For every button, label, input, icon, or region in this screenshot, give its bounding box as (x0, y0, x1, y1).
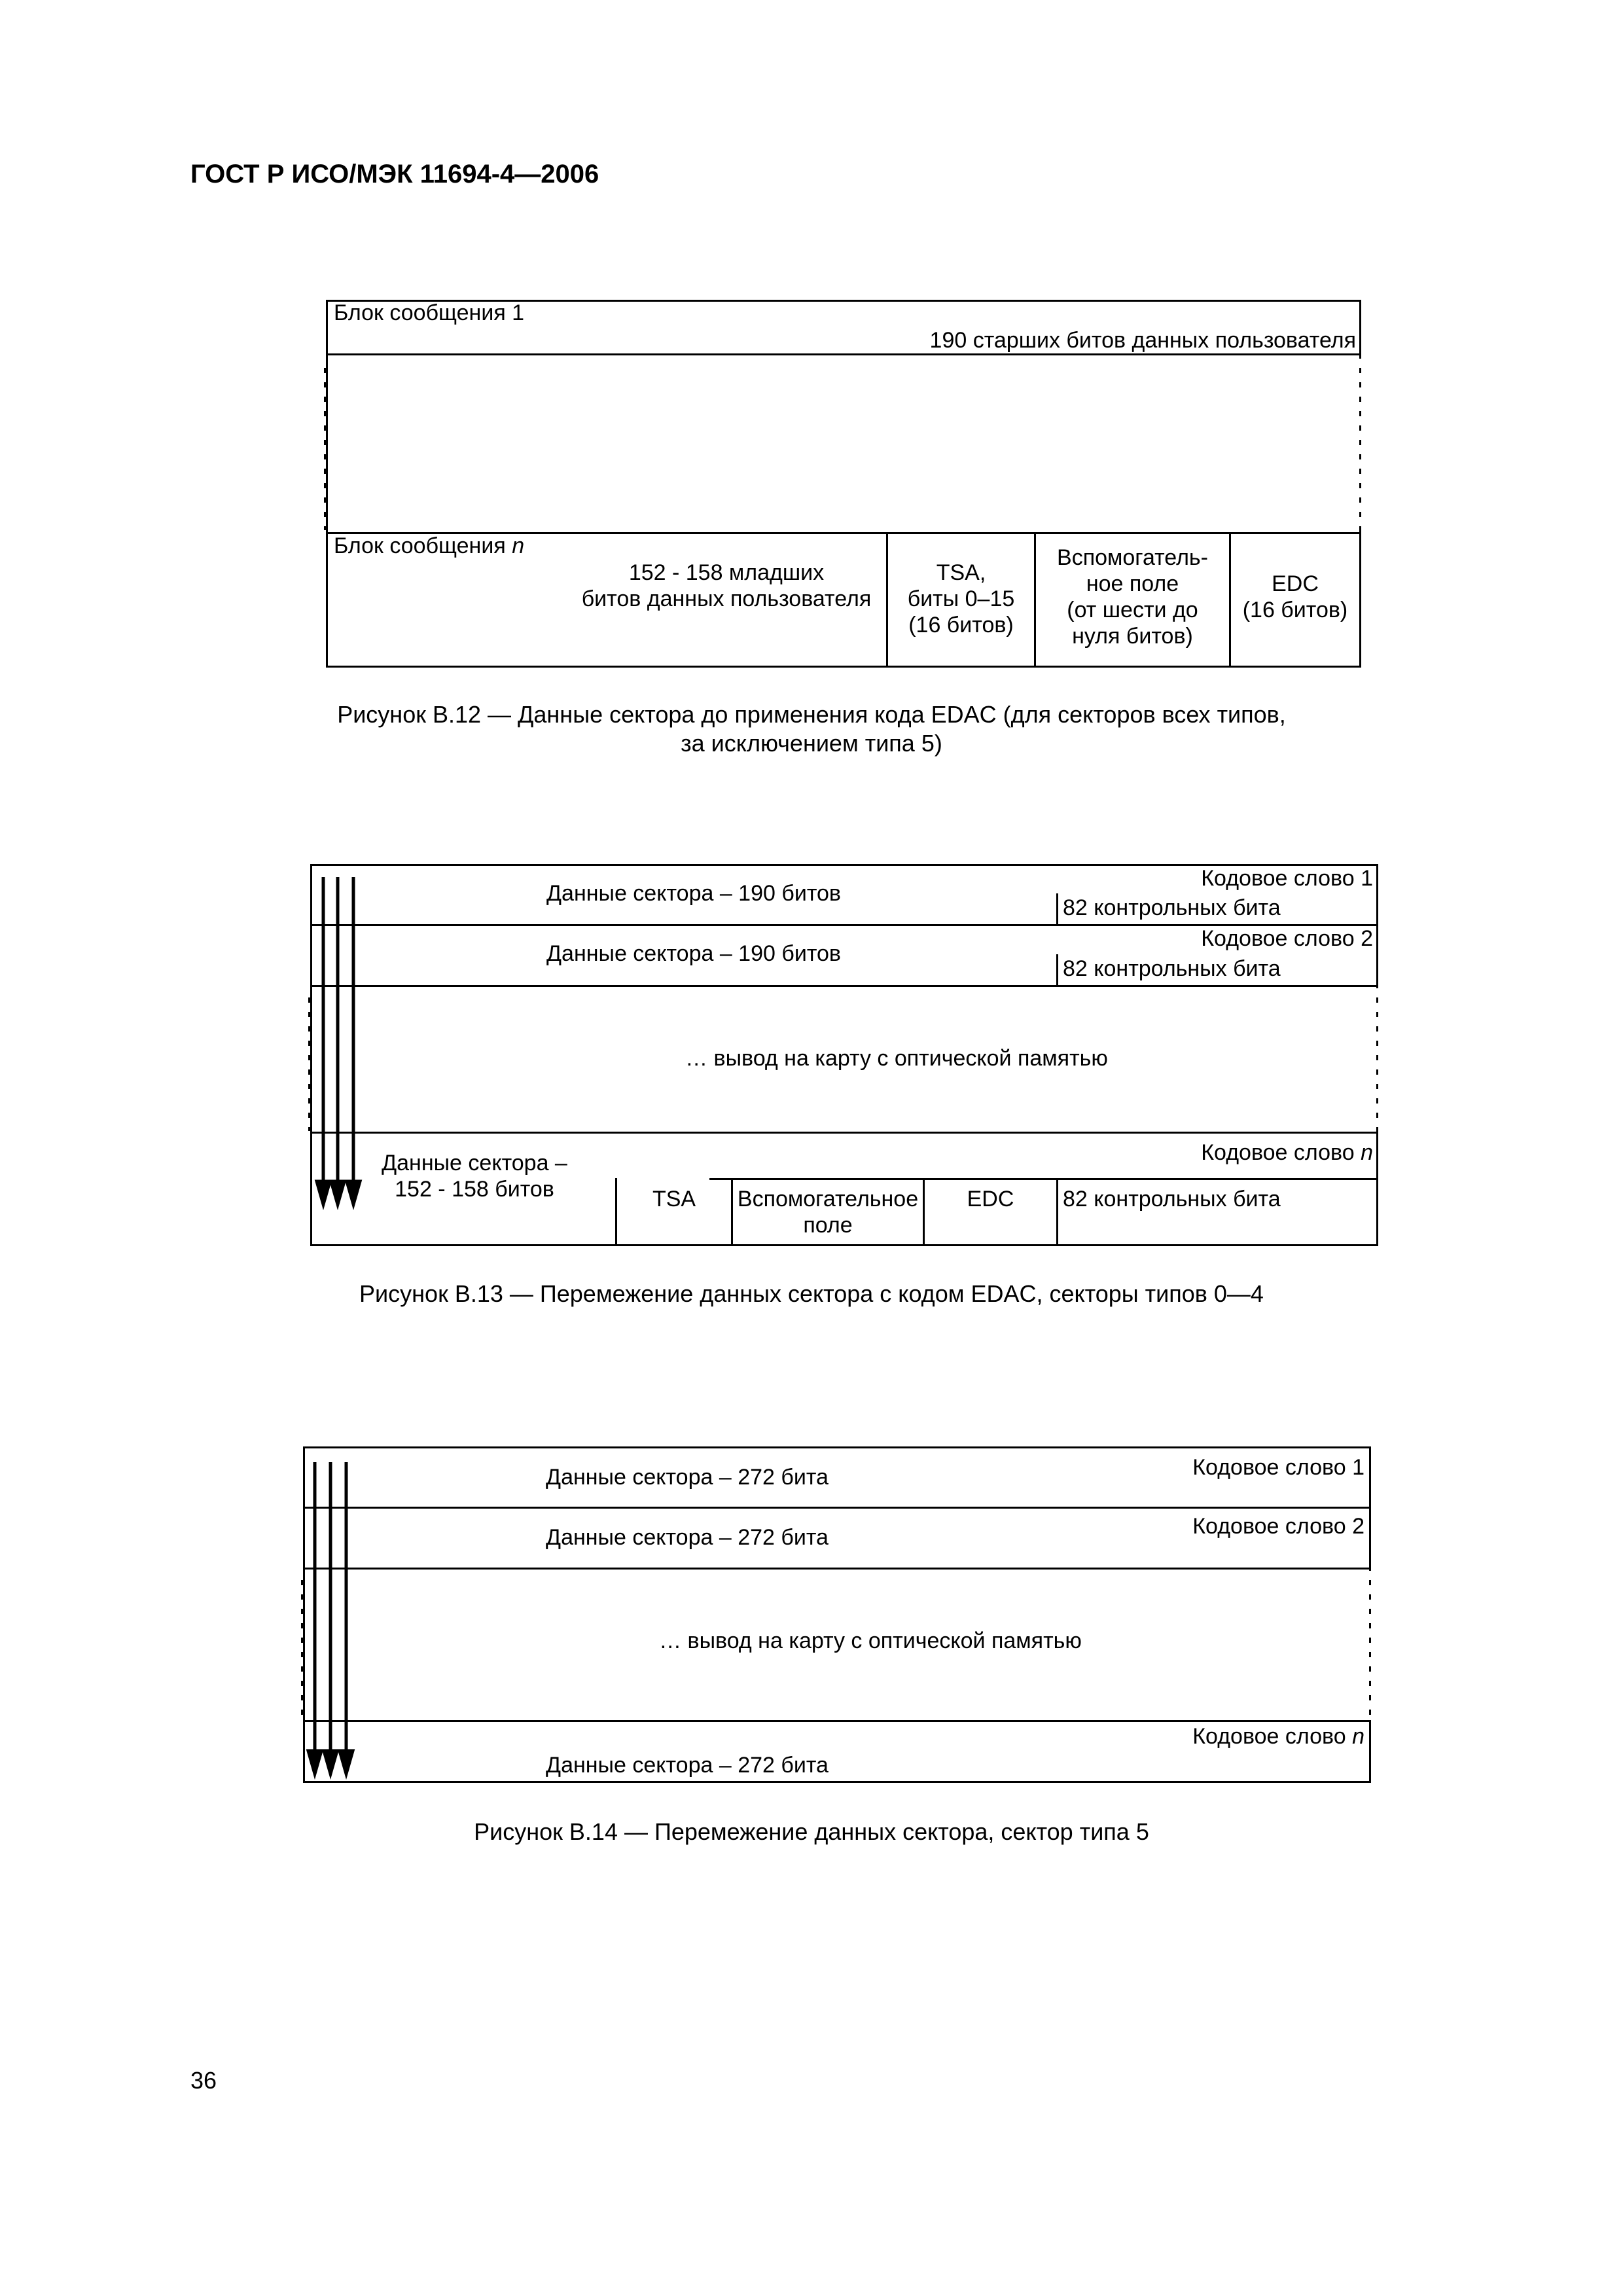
fig13-tsa-cell: TSA (652, 1187, 696, 1211)
fig13-edc-cell: EDC (967, 1187, 1014, 1211)
fig13-caption: Рисунок В.13 — Перемежение данных сектора с кодом EDAC, секторы типов 0—4 (359, 1280, 1264, 1307)
fig14-row2-data: Данные сектора – 272 бита (546, 1525, 829, 1550)
fig14-output-note: … вывод на карту с оптической памятью (659, 1628, 1082, 1653)
fig14-caption: Рисунок В.14 — Перемежение данных сектора, сектор типа 5 (474, 1818, 1149, 1845)
fig12-caption: Рисунок В.12 — Данные сектора до применения кода EDAC (для секторов всех типов, за исключением типа 5) (337, 701, 1286, 757)
fig13-arrowhead-1 (317, 1181, 330, 1204)
fig12-blockn-label: Блок сообщения n (334, 533, 525, 558)
fig12-block1-label: Блок сообщения 1 (334, 300, 525, 325)
fig14-arrowhead-2 (324, 1751, 337, 1774)
fig13-output-note: … вывод на карту с оптической памятью (685, 1046, 1108, 1071)
fig13-row1-codeword: Кодовое слово 1 (1201, 866, 1373, 891)
document-header: ГОСТ Р ИСО/МЭК 11694-4—2006 (190, 160, 599, 188)
fig13-row2-data: Данные сектора – 190 битов (546, 941, 841, 966)
fig13-aux-field-cell: Вспомогательное поле (737, 1187, 919, 1238)
fig14-last-codeword: Кодовое слово n (1192, 1724, 1364, 1749)
fig12-lower-bits-label: 152 - 158 младших битов данных пользователя (581, 560, 872, 611)
fig13-row1-check-bits: 82 контрольных бита (1063, 895, 1281, 920)
fig14-row1-codeword: Кодовое слово 1 (1192, 1455, 1364, 1480)
fig13-row1-data: Данные сектора – 190 битов (546, 881, 841, 906)
fig14-row2-codeword: Кодовое слово 2 (1192, 1514, 1364, 1539)
fig14-row1-data: Данные сектора – 272 бита (546, 1465, 829, 1490)
fig12-edc-cell: EDC (16 битов) (1242, 571, 1348, 622)
fig13-last-check-bits: 82 контрольных бита (1063, 1187, 1281, 1211)
fig12-upper-bits-label: 190 старших битов данных пользователя (929, 328, 1356, 353)
fig12-aux-field-cell: Вспомогатель- ное поле (от шести до нуля битов) (1057, 545, 1208, 649)
fig13-last-codeword: Кодовое слово n (1201, 1140, 1373, 1165)
fig13-last-data: Данные сектора – 152 - 158 битов (382, 1151, 567, 1202)
fig13-row2-check-bits: 82 контрольных бита (1063, 956, 1281, 981)
fig13-row2-codeword: Кодовое слово 2 (1201, 926, 1373, 951)
fig13-arrowhead-3 (347, 1181, 360, 1204)
fig13-arrowhead-2 (331, 1181, 344, 1204)
fig14-arrowhead-1 (308, 1751, 321, 1774)
fig14-last-data: Данные сектора – 272 бита (546, 1753, 829, 1778)
fig12-tsa-cell: TSA, биты 0–15 (16 битов) (907, 560, 1015, 637)
fig14-arrowhead-3 (340, 1751, 353, 1774)
page-number: 36 (190, 2067, 217, 2094)
